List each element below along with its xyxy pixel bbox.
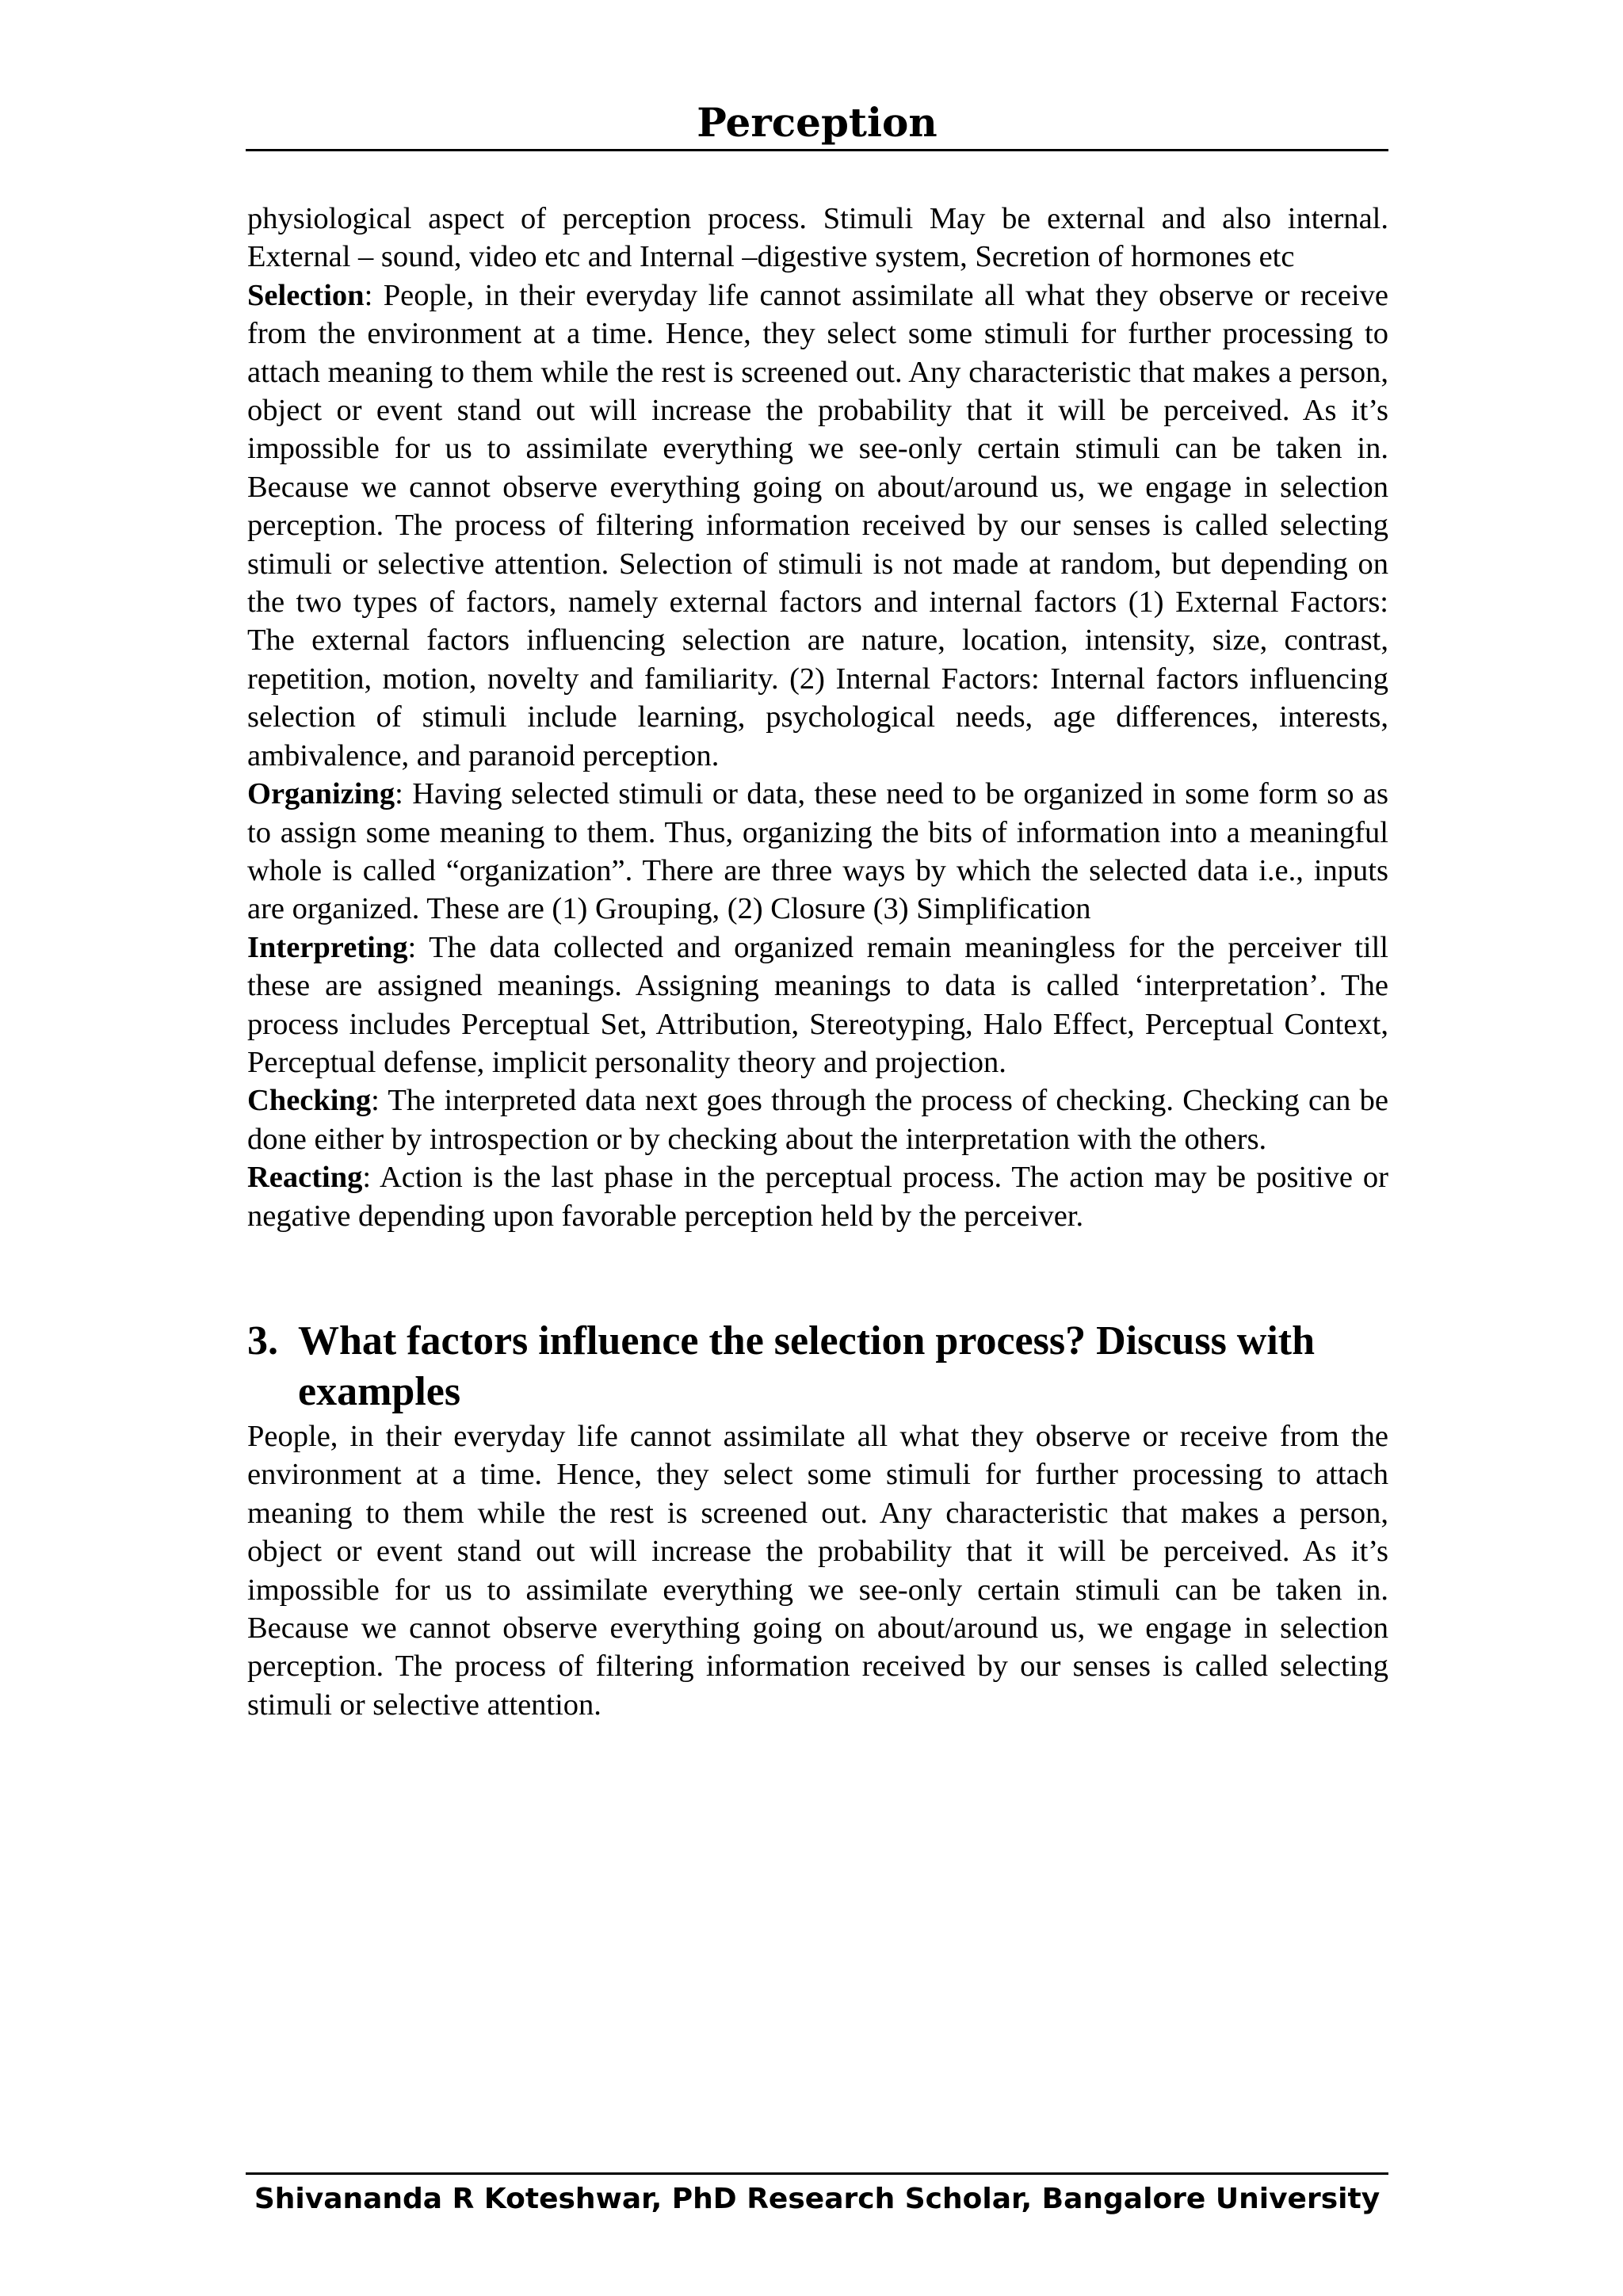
selection-term: Selection [247,278,365,312]
footer-divider [246,2172,1388,2175]
interpreting-text: : The data collected and organized remain meaningless for the perceiver till these are assigned meanings. Assigning meanings to data is called ‘interpretation’. The process includes Perceptual Set, Attribution, Stereotyping, Halo Effect, Perceptual Context, Perceptual defense, implicit personality theory and projection. [247,930,1388,1079]
organizing-paragraph [247,775,1388,929]
organizing-term: Organizing [247,777,395,811]
checking-paragraph [247,1081,1388,1158]
page-footer: Shivananda R Koteshwar, PhD Research Scholar, Bangalore University [254,2183,1381,2215]
reacting-term: Reacting [247,1161,363,1195]
reacting-paragraph [247,1158,1388,1235]
section-3 [247,1316,1388,1724]
intro-paragraph: physiological aspect of perception process. Stimuli May be external and also internal. External – sound, video etc and Internal –digestive system, Secretion of hormones etc [247,202,1388,274]
interpreting-paragraph [247,929,1388,1082]
section-3-heading [247,1316,1388,1417]
interpreting-term: Interpreting [247,930,408,964]
selection-paragraph [247,277,1388,775]
selection-text: : People, in their everyday life cannot assimilate all what they observe or receive from the environment at a time. Hence, they select some stimuli for further processing to attach meaning to them while the rest is screened out. Any characteristic that makes a person, object or event stand out will increase the probability that it will be perceived. As it’s impossible for us to assimilate everything we see-only certain stimuli can be taken in. Because we cannot observe everything going on about/around us, we engage in selection perception. The process of filtering information received by our senses is called selecting stimuli or selective attention. Selection of stimuli is not made at random, but depending on the two types of factors, namely external factors and internal factors (1) External Factors: The external factors influencing selection are nature, location, intensity, size, contrast, repetition, motion, novelty and familiarity. (2) Internal Factors: Internal factors influencing selection of stimuli include learning, psychological needs, age differences, interests, ambivalence, and paranoid perception. [247,278,1388,772]
reacting-text: : Action is the last phase in the perceptual process. The action may be positive or negative depending upon favorable perception held by the perceiver. [247,1161,1388,1233]
checking-text: : The interpreted data next goes through the process of checking. Checking can be done either by introspection or by checking about the interpretation with the others. [247,1084,1388,1156]
section-3-paragraph: People, in their everyday life cannot assimilate all what they observe or receive from the environment at a time. Hence, they select some stimuli for further processing to attach meaning to them while the rest is screened out. Any characteristic that makes a person, object or event stand out will increase the probability that it will be perceived. As it’s impossible for us to assimilate everything we see-only certain stimuli can be taken in. Because we cannot observe everything going on about/around us, we engage in selection perception. The process of filtering information received by our senses is called selecting stimuli or selective attention. [247,1419,1388,1722]
page-header-title: Perception [697,99,938,146]
page-content [247,200,1388,1724]
checking-term: Checking [247,1084,372,1118]
section-3-title: What factors influence the selection process? Discuss with examples [298,1318,1316,1414]
organizing-text: : Having selected stimuli or data, these need to be organized in some form so as to assign some meaning to them. Thus, organizing the bits of information into a meaningful whole is called “organization”. There are three ways by which the selected data i.e., inputs are organized. These are (1) Grouping, (2) Closure (3) Simplification [247,777,1388,926]
header-divider [246,149,1388,151]
section-3-number: 3. [247,1318,278,1363]
